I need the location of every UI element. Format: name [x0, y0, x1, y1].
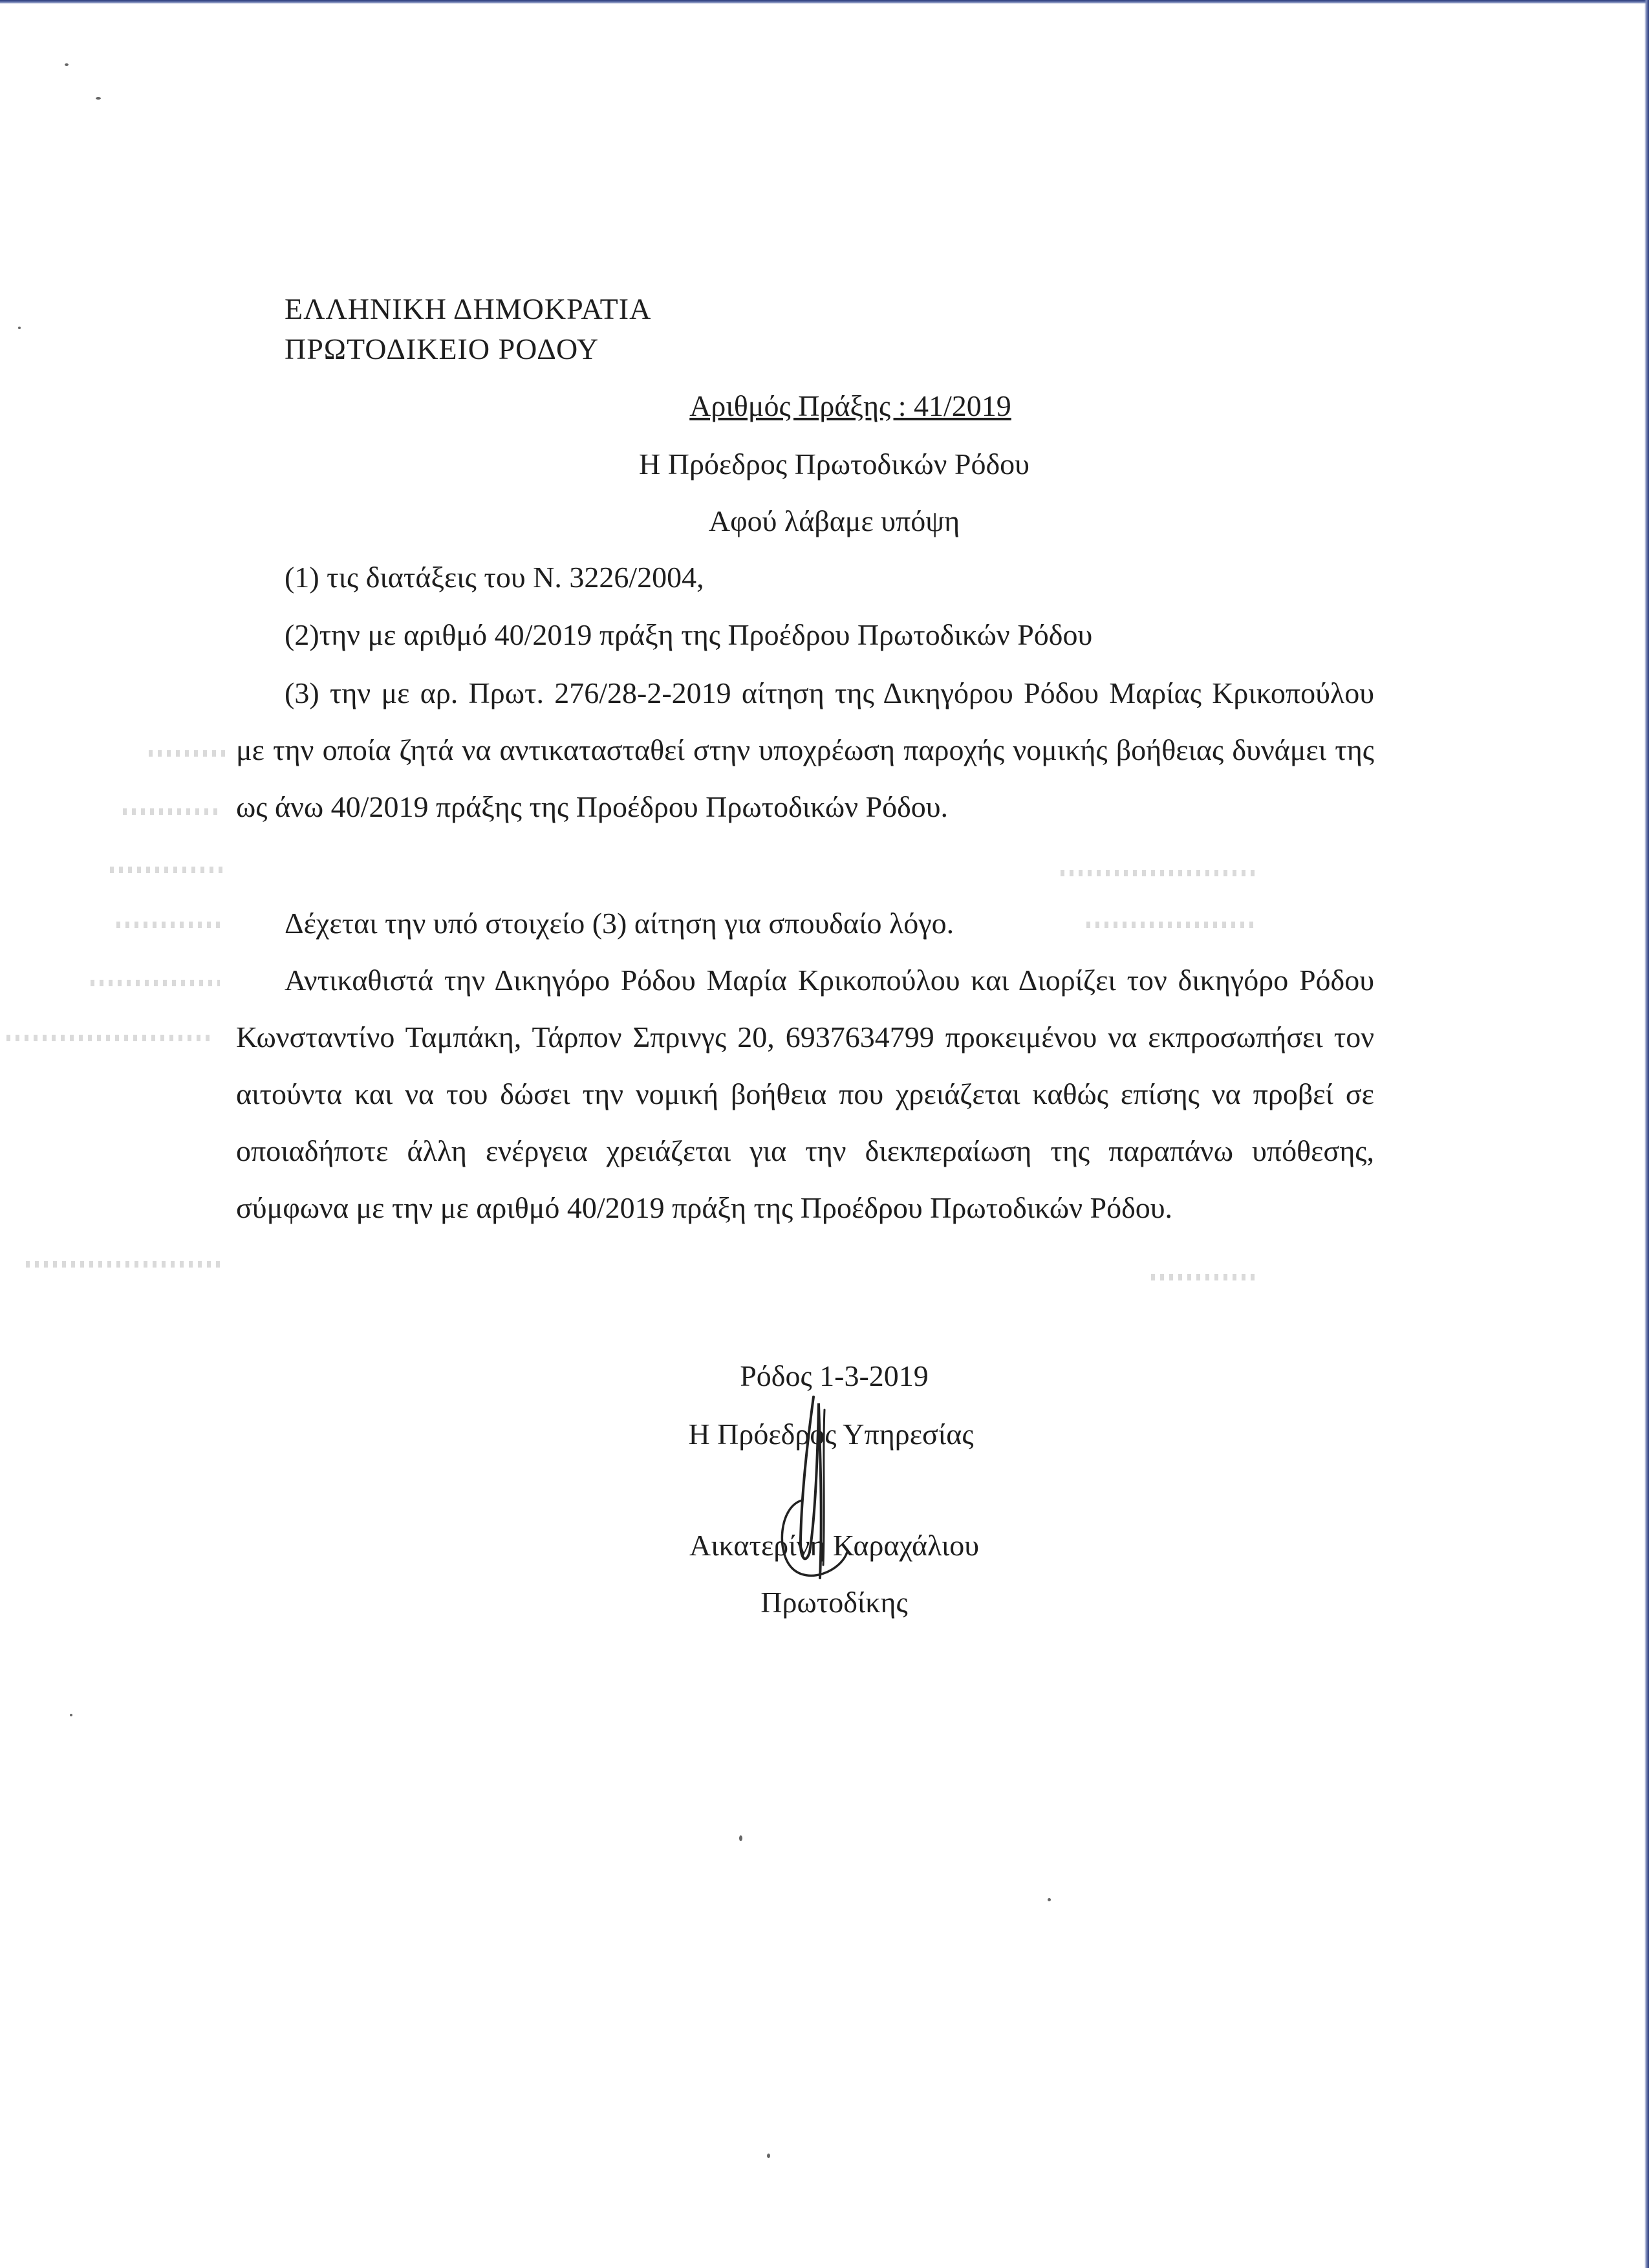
- header-country: ΕΛΛΗΝΙΚΗ ΔΗΜΟΚΡΑΤΙΑ: [285, 292, 652, 325]
- signer-title: Πρωτοδίκης: [760, 1586, 908, 1619]
- scan-artifact: [26, 1261, 220, 1268]
- scan-speck: [18, 327, 21, 329]
- act-number-title: [0, 387, 1649, 426]
- scan-artifact: [1061, 870, 1255, 876]
- scan-speck: [65, 63, 69, 66]
- considering-heading: Αφού λάβαμε υπόψη: [708, 504, 960, 537]
- scan-speck: [1048, 1898, 1051, 1901]
- scan-border-right: [1644, 0, 1649, 2268]
- consideration-item-3: (3) την με αρ. Πρωτ. 276/28-2-2019 αίτηση της Δικηγόρου Ρόδου Μαρίας Κρικοπούλου με την οποία ζητά να αντικατασταθεί στην υποχρέωση παροχής νομικής βοήθειας δυνάμει της ως άνω 40/2019 πράξης της Προέδρου Πρωτοδικών Ρόδου.: [236, 676, 1374, 823]
- scan-artifact: [6, 1035, 213, 1041]
- decision-paragraph: Αντικαθιστά την Δικηγόρο Ρόδου Μαρία Κρικοπούλου και Διορίζει τον δικηγόρο Ρόδου Κωνσταντίνο Ταμπάκη, Τάρπον Σπρινγς 20, 6937634799 προκειμένου να εκπροσωπήσει τον αιτούντα και να του δώσει την νομική βοήθεια που χρειάζεται καθώς επίσης να προβεί σε οποιαδήποτε άλλη ενέργεια χρειάζεται για την διεκπεραίωση της παραπάνω υπόθεσης, σύμφωνα με την με αριθμό 40/2019 πράξη της Προέδρου Πρωτοδικών Ρόδου.: [236, 964, 1374, 1224]
- scan-artifact: [116, 922, 220, 928]
- acceptance-statement: Δέχεται την υπό στοιχείο (3) αίτηση για σπουδαίο λόγο.: [285, 907, 954, 940]
- consideration-item-2: (2)την με αριθμό 40/2019 πράξη της Προέδρου Πρωτοδικών Ρόδου: [285, 618, 1093, 651]
- signer-role: Η Πρόεδρος Υπηρεσίας: [688, 1418, 974, 1451]
- issuing-authority: Η Πρόεδρος Πρωτοδικών Ρόδου: [639, 448, 1029, 481]
- header-court: ΠΡΩΤΟΔΙΚΕΙΟ ΡΟΔΟΥ: [285, 332, 599, 365]
- scan-artifact: [110, 867, 226, 873]
- scan-speck: [739, 1835, 742, 1841]
- scan-artifact: [123, 808, 220, 815]
- act-number-text: Αριθμός Πράξης : 41/2019: [689, 389, 1011, 422]
- scan-border-top: [0, 0, 1649, 4]
- scan-speck: [70, 1714, 72, 1716]
- scan-artifact: [91, 980, 220, 986]
- scan-speck: [767, 2154, 770, 2158]
- handwritten-signature: [763, 1390, 867, 1597]
- scan-speck: [96, 97, 101, 100]
- scan-artifact: [149, 750, 226, 757]
- scan-artifact: [1086, 922, 1255, 928]
- scan-artifact: [1151, 1274, 1255, 1280]
- consideration-item-1: (1) τις διατάξεις του Ν. 3226/2004,: [285, 561, 704, 594]
- place-date: Ρόδος 1-3-2019: [740, 1359, 929, 1392]
- signer-name: Αικατερίνη Καραχάλιου: [689, 1529, 980, 1562]
